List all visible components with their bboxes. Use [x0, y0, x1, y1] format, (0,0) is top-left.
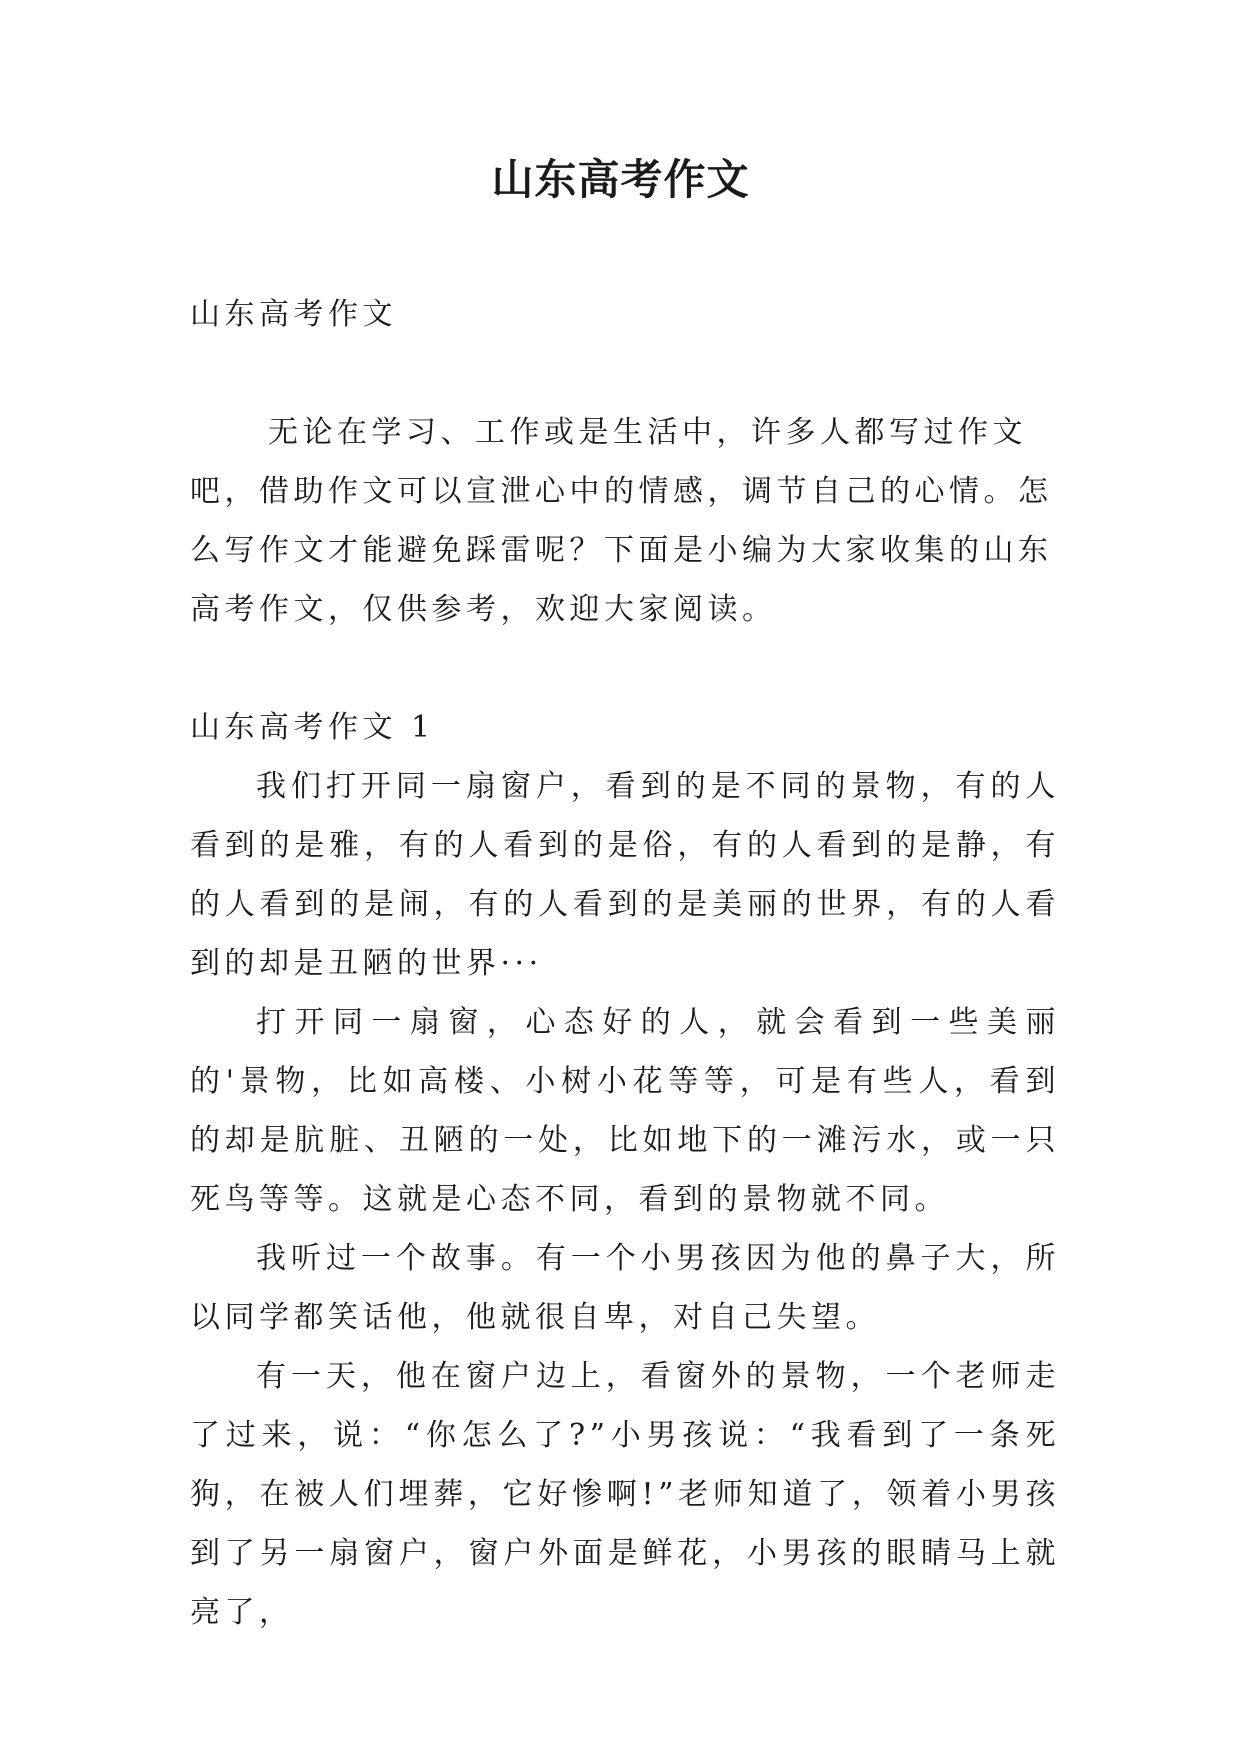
body-paragraph: 打开同一扇窗，心态好的人，就会看到一些美丽的'景物，比如高楼、小树小花等等，可是有些人，看到的却是肮脏、丑陋的一处，比如地下的一滩污水，或一只死鸟等等。这就是心态不同，看到的景物就不同。 [190, 1005, 1060, 1217]
section-heading: 山东高考作文 1 [190, 710, 435, 745]
page-title: 山东高考作文 [491, 155, 750, 204]
body-paragraph: 我们打开同一扇窗户，看到的是不同的景物，有的人看到的是雅，有的人看到的是俗，有的人看到的是静，有的人看到的是闹，有的人看到的是美丽的世界，有的人看到的却是丑陋的世界··· [190, 769, 1060, 981]
intro-paragraph: 无论在学习、工作或是生活中，许多人都写过作文吧，借助作文可以宣泄心中的情感，调节自己的心情。怎么写作文才能避免踩雷呢？下面是小编为大家收集的山东高考作文，仅供参考，欢迎大家阅读。 [190, 415, 1053, 627]
body-paragraph: 有一天，他在窗户边上，看窗外的景物，一个老师走了过来，说：“你怎么了?”小男孩说：“我看到了一条死狗，在被人们埋葬，它好惨啊!”老师知道了，领着小男孩到了另一扇窗户，窗户外面是鲜花，小男孩的眼睛马上就亮了， [190, 1359, 1060, 1630]
body-paragraph: 我听过一个故事。有一个小男孩因为他的鼻子大，所以同学都笑话他，他就很自卑，对自己失望。 [190, 1241, 1060, 1335]
document-subtitle: 山东高考作文 [190, 297, 397, 332]
document-body [190, 285, 1060, 1642]
